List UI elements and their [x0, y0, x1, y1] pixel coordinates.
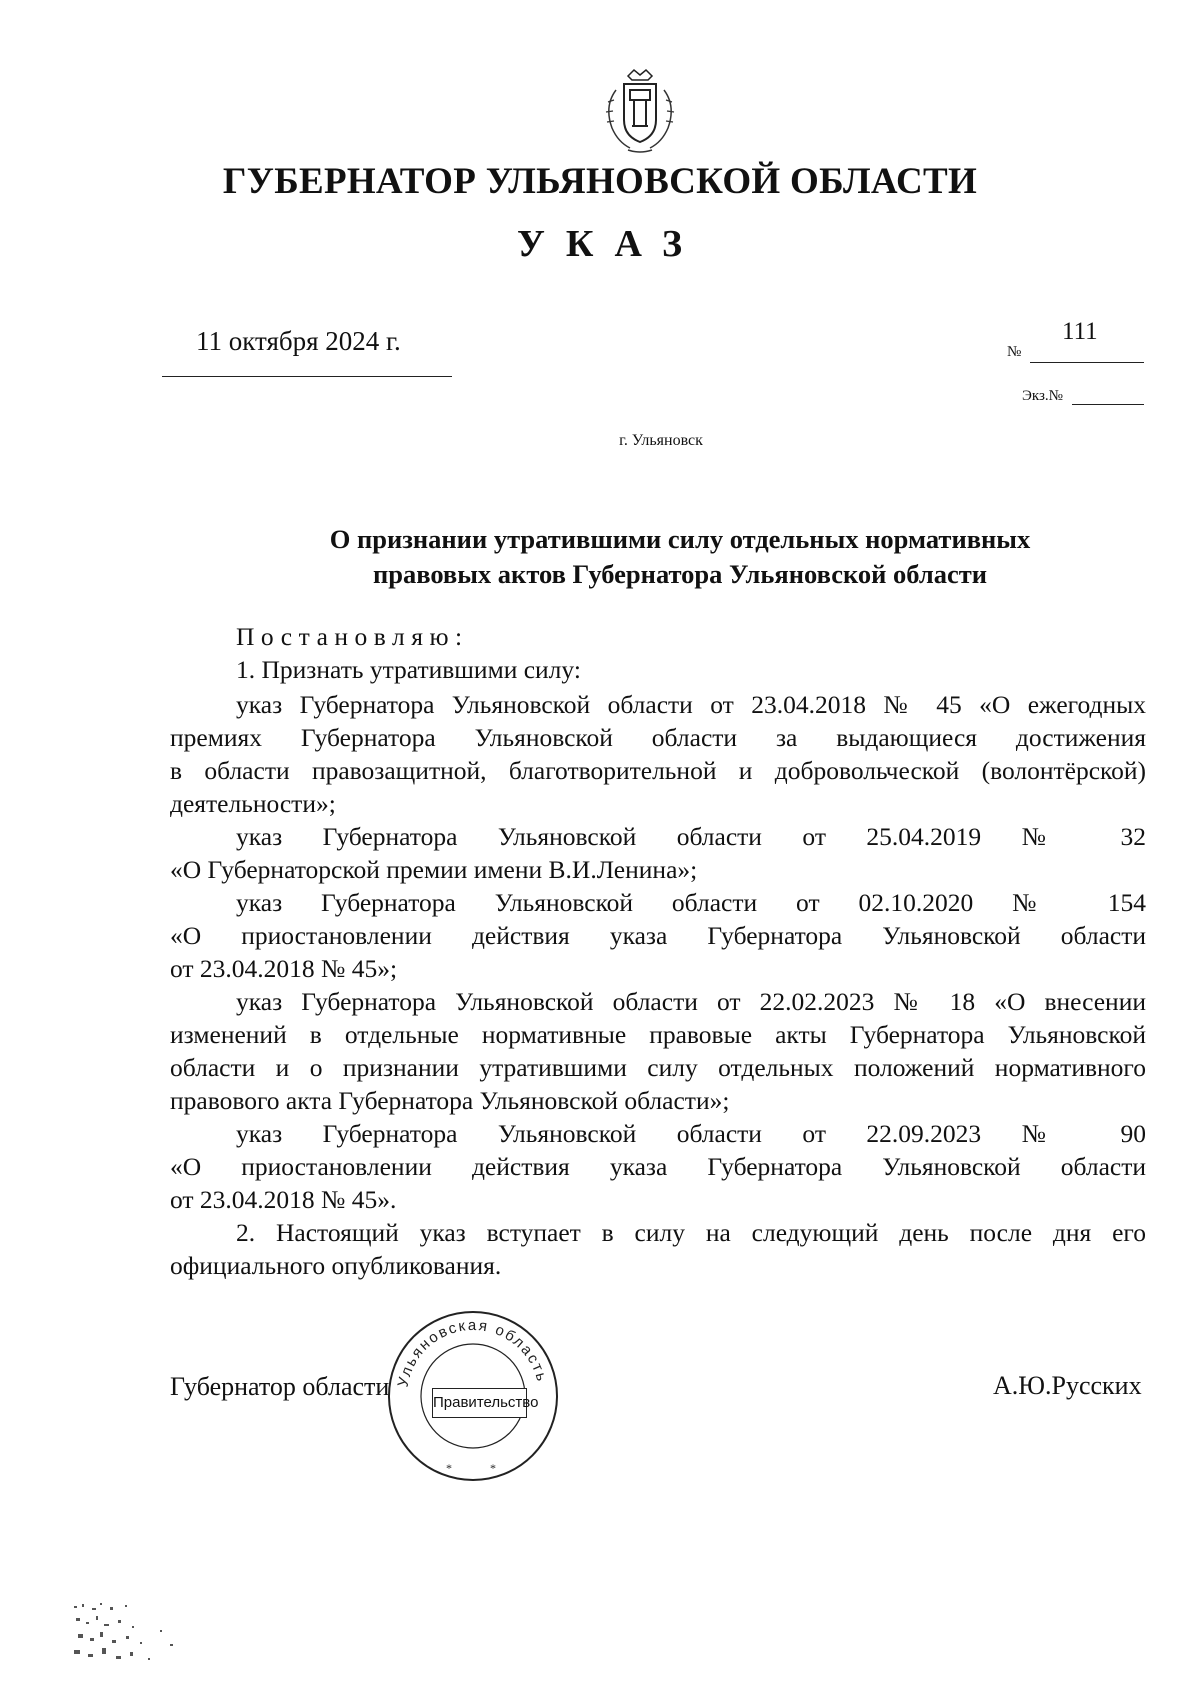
repealed-act-5 — [170, 1117, 1146, 1216]
decree-preamble: Постановляю: — [236, 622, 469, 651]
seal-ring-text: Ульяновская область — [394, 1316, 551, 1389]
document-title — [180, 522, 1180, 592]
signer-title: Губернатор области — [170, 1372, 390, 1401]
repealed-act-4 — [170, 985, 1146, 1117]
paragraph-line: «О Губернаторской премии имени В.И.Ленина»; — [170, 855, 698, 884]
paragraph-line: официального опубликования. — [170, 1251, 502, 1280]
paragraph-line: указ Губернатора Ульяновской области от 23.04.2018 № 45 «О ежегодных — [236, 690, 1146, 719]
repealed-act-3 — [170, 886, 1146, 985]
paragraph-line: указ Губернатора Ульяновской области от 02.10.2020 № 154 — [236, 888, 1146, 917]
coat-of-arms-icon — [598, 66, 682, 156]
paragraph-line: от 23.04.2018 № 45»; — [170, 954, 398, 983]
document-number: 111 — [1062, 318, 1098, 345]
copy-number-underline — [1072, 404, 1144, 405]
paragraph-line: «О приостановлении действия указа Губернатора Ульяновской области — [170, 1152, 1146, 1181]
paragraph-line: правового акта Губернатора Ульяновской области»; — [170, 1086, 730, 1115]
number-label: № — [1007, 344, 1022, 360]
number-underline — [1030, 362, 1144, 363]
svg-text:*: * — [490, 1461, 496, 1475]
paragraph-line: «О приостановлении действия указа Губернатора Ульяновской области — [170, 921, 1146, 950]
svg-text:*: * — [446, 1461, 452, 1475]
paragraph-line: 2. Настоящий указ вступает в силу на следующий день после дня его — [236, 1218, 1146, 1247]
paragraph-line: указ Губернатора Ульяновской области от 22.02.2023 № 18 «О внесении — [236, 987, 1146, 1016]
paragraph-line: деятельности»; — [170, 789, 336, 818]
copy-number-label: Экз.№ — [1022, 388, 1063, 404]
document-type: УКАЗ — [517, 223, 703, 265]
svg-text:Ульяновская область — [395, 1317, 551, 1389]
title-line: О признании утратившими силу отдельных нормативных — [329, 524, 1031, 554]
paragraph-line: изменений в отдельные нормативные правовые акты Губернатора Ульяновской — [170, 1020, 1146, 1049]
paragraph-line: области и о признании утратившими силу отдельных положений нормативного — [170, 1053, 1146, 1082]
repealed-act-1 — [170, 688, 1146, 820]
title-line: правовых актов Губернатора Ульяновской области — [372, 559, 988, 589]
item-1-heading: 1. Признать утратившими силу: — [236, 655, 581, 684]
paragraph-line: указ Губернатора Ульяновской области от 25.04.2019 № 32 — [236, 822, 1146, 851]
signer-name: А.Ю.Русских — [993, 1371, 1142, 1400]
repealed-act-2 — [170, 820, 1146, 886]
paragraph-line: от 23.04.2018 № 45». — [170, 1185, 397, 1214]
date-underline — [162, 376, 452, 377]
paragraph-line: в области правозащитной, благотворительной и добровольческой (волонтёрской) — [170, 756, 1146, 785]
paragraph-line: указ Губернатора Ульяновской области от 22.09.2023 № 90 — [236, 1119, 1146, 1148]
item-2-effective-date — [170, 1216, 1146, 1282]
paragraph-line: премиях Губернатора Ульяновской области за выдающиеся достижения — [170, 723, 1146, 752]
scan-artifact — [70, 1600, 210, 1670]
seal-center-text: Правительство — [432, 1388, 527, 1418]
issue-city: г. Ульяновск — [619, 432, 703, 449]
document-date: 11 октября 2024 г. — [196, 326, 401, 356]
issuing-authority: ГУБЕРНАТОР УЛЬЯНОВСКОЙ ОБЛАСТИ — [222, 161, 978, 202]
